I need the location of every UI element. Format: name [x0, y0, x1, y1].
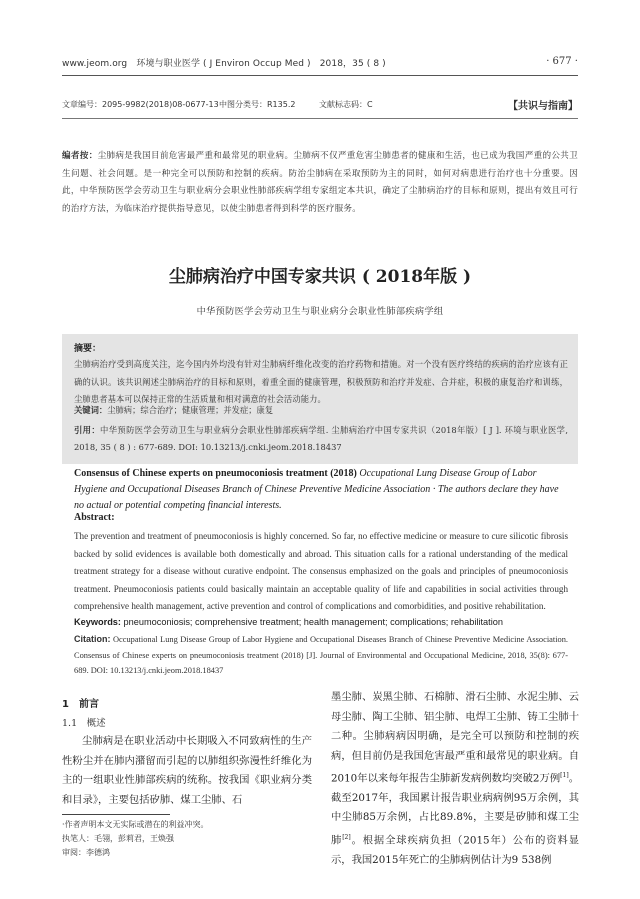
cn-keywords-label: 关键词： [74, 405, 108, 415]
page-number: · 677 · [546, 56, 578, 67]
body-right-part2: 。截至2017年，我国累计报告职业病病例95万余例，其中尘肺85万余例，占比89.8%，主要是矽肺和煤工尘肺 [331, 772, 579, 847]
running-head [62, 56, 578, 70]
reference-2[interactable]: [2] [342, 833, 351, 841]
article-number: 文章编号：2095-9982(2018)08-0677-13 [62, 100, 219, 109]
cn-citation-label: 引用： [74, 425, 101, 435]
clc-number: 中图分类号：R135.2 [219, 100, 296, 109]
english-title-main: Consensus of Chinese experts on pneumoconiosis treatment (2018) [74, 468, 357, 479]
body-text-left: 尘肺病是在职业活动中长期吸入不同致病性的生产性粉尘并在肺内潴留而引起的以肺组织弥漫性纤维化为主的一组职业性肺部疾病的统称。按我国《职业病分类和目录》，主要包括矽肺、煤工尘肺、石 [62, 735, 312, 806]
english-title-declaration: · The authors declare they have no actual or potential competing financial interests. [74, 484, 559, 511]
en-citation [74, 632, 568, 679]
running-head-journal: www.jeom.org 环境与职业医学 ( J Environ Occup Med ) 2018，35 ( 8 ) [62, 59, 386, 69]
editor-note [62, 148, 578, 218]
footnote-conflict: ·作者声明本文无实际或潜在的利益冲突。 [62, 820, 209, 829]
body-text-right [331, 688, 579, 870]
cn-abstract-text: 尘肺病治疗受到高度关注，迄今国内外均没有针对尘肺病纤维化改变的治疗药物和措施。对一个没有医疗终结的疾病的治疗应该有正确的认识。该共识阐述尘肺病治疗的目标和原则，着重全面的健康管理，积极预防和治疗并发症、合并症，积极的康复治疗和训练，尘肺患者基本可以保持正常的生活质量和相对满意的社会活动能力。 [74, 359, 568, 405]
english-title [74, 466, 568, 514]
section-heading: 1 前言 [62, 699, 99, 710]
header-divider [62, 75, 578, 76]
body-right-part3: 。根据全球疾病负担（2015年）公布的资料显示，我国2015年死亡的尘肺病例估计为9 538例 [331, 834, 579, 866]
document-code: 文献标志码：C [319, 100, 373, 109]
en-keywords [74, 617, 568, 627]
column-label: 【共识与指南】 [508, 101, 578, 112]
english-title-group: Occupational Lung Disease Group of Labor Hygiene and Occupational Diseases Branch of Chinese Preventive Medicine Association [74, 468, 537, 495]
page-title: 尘肺病治疗中国专家共识 ( 2018年版 ) [168, 267, 472, 287]
cn-keywords [74, 404, 273, 416]
cn-keywords-text: 尘肺病；综合治疗；健康管理；并发症；康复 [107, 405, 274, 415]
meta-divider [62, 118, 578, 119]
body-right-part1: 墨尘肺、炭黑尘肺、石棉肺、滑石尘肺、水泥尘肺、云母尘肺、陶工尘肺、铝尘肺、电焊工尘肺、铸工尘肺十二种。尘肺病病因明确，是完全可以预防和控制的疾病，但目前仍是我国危害最严重和最常见的职业病。自2010年以来每年报告尘肺新发病例数均突破2万例 [331, 691, 579, 785]
editor-note-text: 尘肺病是我国目前危害最严重和最常见的职业病。尘肺病不仅严重危害尘肺患者的健康和生活，也已成为我国严重的公共卫生问题、社会问题。是一种完全可以预防和控制的疾病。防治尘肺病在采取预防为主的同时，如何对病患进行治疗也十分重要。因此，中华预防医学会劳动卫生与职业病分会职业性肺部疾病学组专家组定本共识，确定了尘肺病治疗的目标和原则，提出有效且可行的治疗方法，为临床治疗提供指导意见，以使尘肺患者得到科学的医疗服务。 [62, 151, 578, 214]
footnote-reviewer: 审阅：李德鸿 [62, 848, 110, 857]
en-keywords-text: pneumoconiosis; comprehensive treatment; health management; complications; rehabilitation [120, 617, 503, 627]
reference-1[interactable]: [1] [560, 772, 569, 779]
article-meta [62, 99, 578, 113]
editor-note-label: 编者按： [62, 151, 98, 161]
cn-citation [74, 422, 568, 456]
en-abstract-text: The prevention and treatment of pneumoconiosis is highly concerned. So far, no effective medicine or measure to cure silicotic fibrosis backed by solid evidences is available both domestically and abroad. This situation calls for a rational understanding of the medical treatment strategy for a disease without curative endpoint. The consensus emphasized on the goals and principles of pneumoconiosis treatment. Pneumoconiosis patients could basically maintain an acceptable quality of life and capabilities in social activities through comprehensive health management, active prevention and control of complications and comorbidities, and positive rehabilitation. [74, 531, 568, 612]
footnotes [62, 818, 209, 860]
footnote-divider [62, 814, 170, 815]
en-citation-label: Citation: [74, 634, 111, 644]
en-citation-text: Occupational Lung Disease Group of Labor Hygiene and Occupational Diseases Branch of Chinese Preventive Medicine Association. Consensus of Chinese experts on pneumoconiosis treatment (2018) [J]. Journal of Environmental and Occupational Medicine, 2018, 35(8): 677-689. DOI: 10.13213/j.cnki.jeom.2018.18437 [74, 635, 568, 676]
footnote-writers: 执笔人：毛翎，彭莉君，王焕强 [62, 834, 174, 843]
cn-citation-text: 中华预防医学会劳动卫生与职业病分会职业性肺部疾病学组. 尘肺病治疗中国专家共识（2018年版）[ J ]. 环境与职业医学, 2018, 35 ( 8 ) : 677-689. DOI: 10.13213/j.cnki.jeom.2018.18437 [74, 425, 568, 452]
authors: 中华预防医学会劳动卫生与职业病分会职业性肺部疾病学组 [196, 306, 444, 317]
cn-abstract-label: 摘要： [74, 344, 102, 354]
en-abstract-label: Abstract: [74, 512, 115, 523]
en-keywords-label: Keywords: [74, 617, 121, 627]
subsection-heading: 1.1 概述 [62, 718, 106, 729]
